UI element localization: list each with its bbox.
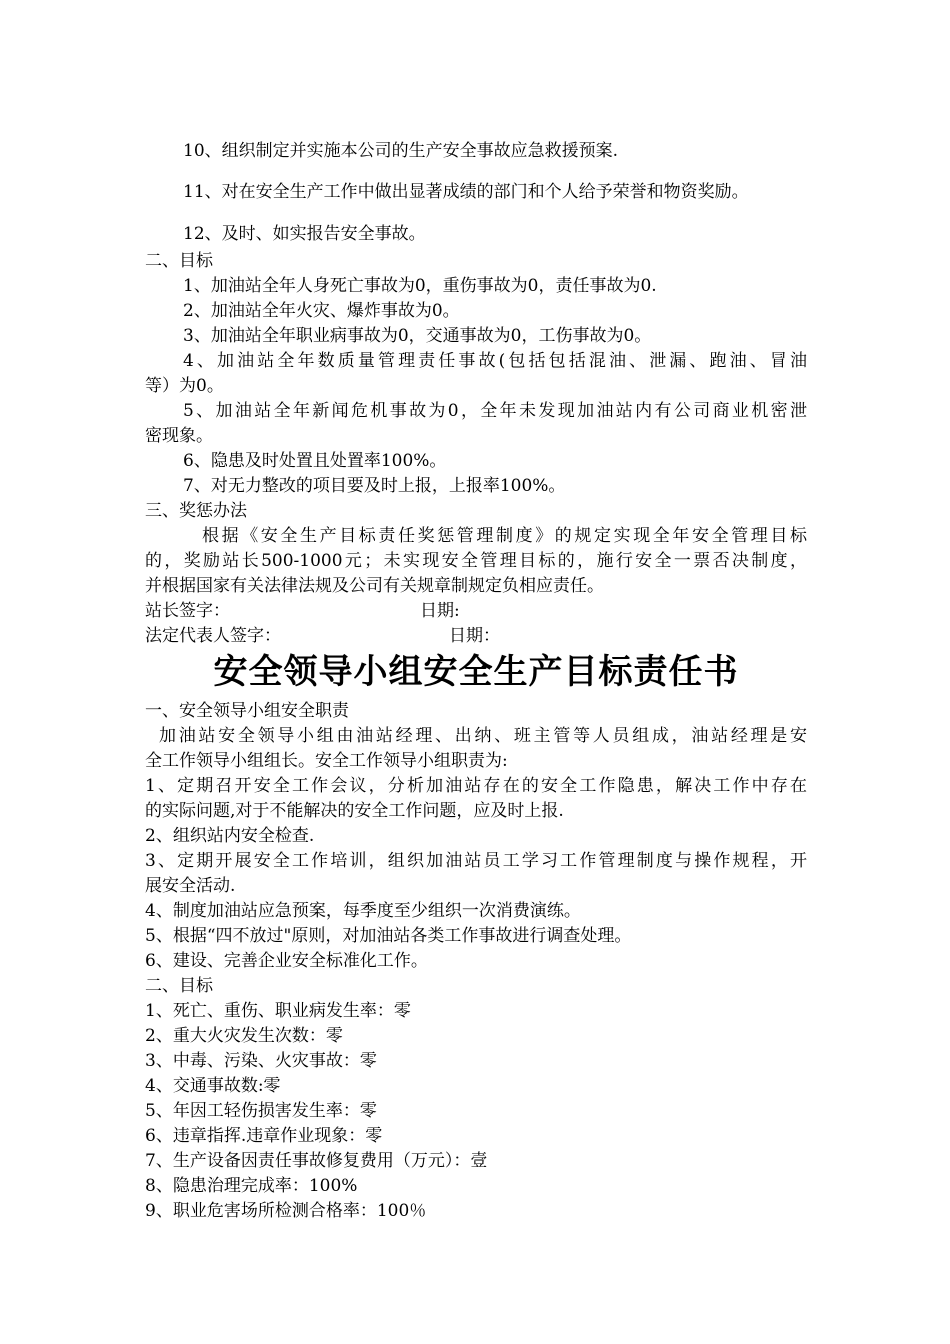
signature-label-manager: 站长签字： bbox=[145, 601, 230, 621]
duty-item: 6、建设、完善企业安全标准化工作。 bbox=[145, 951, 428, 971]
signature-label-legal-rep: 法定代表人签字： bbox=[145, 626, 281, 646]
signature-date-manager: 日期: bbox=[420, 601, 460, 621]
target-item: 5、加油站全年新闻危机事故为0，全年未发现加油站内有公司商业机密泄 bbox=[183, 401, 807, 421]
intro-paragraph-line: 加油站安全领导小组由油站经理、出纳、班主管等人员组成，油站经理是安 bbox=[159, 726, 807, 746]
target-item: 5、年因工轻伤损害发生率：零 bbox=[145, 1101, 377, 1121]
target-item: 1、加油站全年人身死亡事故为0，重伤事故为0，责任事故为0. bbox=[183, 276, 657, 296]
duty-item-11: 11、对在安全生产工作中做出显著成绩的部门和个人给予荣誉和物资奖励。 bbox=[183, 182, 749, 202]
duty-item-12: 12、及时、如实报告安全事故。 bbox=[183, 224, 426, 244]
section-heading-targets: 二、目标 bbox=[145, 251, 213, 271]
duty-item: 2、组织站内安全检查. bbox=[145, 826, 315, 846]
duty-item-10: 10、组织制定并实施本公司的生产安全事故应急救援预案. bbox=[183, 141, 619, 161]
duty-item: 3、定期开展安全工作培训，组织加油站员工学习工作管理制度与操作规程，开 bbox=[145, 851, 807, 871]
target-item-continued: 密现象。 bbox=[145, 426, 213, 446]
intro-paragraph-line: 全工作领导小组组长。安全工作领导小组职责为: bbox=[145, 751, 508, 771]
duty-item: 4、制度加油站应急预案，每季度至少组织一次消费演练。 bbox=[145, 901, 581, 921]
signature-date-legal-rep: 日期： bbox=[449, 626, 500, 646]
target-item: 3、加油站全年职业病事故为0，交通事故为0，工伤事故为0。 bbox=[183, 326, 652, 346]
duty-item: 1、定期召开安全工作会议，分析加油站存在的安全工作隐患，解决工作中存在 bbox=[145, 776, 807, 796]
target-item: 6、违章指挥.违章作业现象：零 bbox=[145, 1126, 383, 1146]
section-heading-rewards: 三、奖惩办法 bbox=[145, 501, 247, 521]
target-item: 4、加油站全年数质量管理责任事故(包括包括混油、泄漏、跑油、冒油 bbox=[183, 351, 807, 371]
target-item: 9、职业危害场所检测合格率：100％ bbox=[145, 1201, 427, 1221]
duty-item: 5、根据“四不放过"原则，对加油站各类工作事故进行调查处理。 bbox=[145, 926, 632, 946]
rewards-paragraph-line: 的，奖励站长500-1000元；未实现安全管理目标的，施行安全一票否决制度， bbox=[145, 551, 807, 571]
target-item-continued: 等）为0。 bbox=[145, 376, 224, 396]
target-item: 6、隐患及时处置且处置率100%。 bbox=[183, 451, 447, 471]
target-item: 7、生产设备因责任事故修复费用（万元）：壹 bbox=[145, 1151, 488, 1171]
target-item: 1、死亡、重伤、职业病发生率：零 bbox=[145, 1001, 411, 1021]
section-heading-duties: 一、安全领导小组安全职责 bbox=[145, 701, 349, 721]
signature-row-legal-rep bbox=[145, 624, 807, 648]
target-item: 4、交通事故数:零 bbox=[145, 1076, 281, 1096]
signature-row-manager bbox=[145, 599, 807, 623]
target-item: 3、中毒、污染、火灾事故：零 bbox=[145, 1051, 377, 1071]
duty-item-continued: 展安全活动. bbox=[145, 876, 236, 896]
rewards-paragraph-line: 根据《安全生产目标责任奖惩管理制度》的规定实现全年安全管理目标 bbox=[202, 526, 807, 546]
section-heading-targets-2: 二、目标 bbox=[145, 976, 213, 996]
target-item: 2、加油站全年火灾、爆炸事故为0。 bbox=[183, 301, 460, 321]
target-item: 8、隐患治理完成率：100% bbox=[145, 1176, 358, 1196]
duty-item-continued: 的实际问题,对于不能解决的安全工作问题，应及时上报. bbox=[145, 801, 564, 821]
rewards-paragraph-line: 并根据国家有关法律法规及公司有关规章制规定负相应责任。 bbox=[145, 576, 604, 596]
target-item: 7、对无力整改的项目要及时上报，上报率100%。 bbox=[183, 476, 566, 496]
document-title: 安全领导小组安全生产目标责任书 bbox=[213, 652, 739, 692]
target-item: 2、重大火灾发生次数：零 bbox=[145, 1026, 343, 1046]
